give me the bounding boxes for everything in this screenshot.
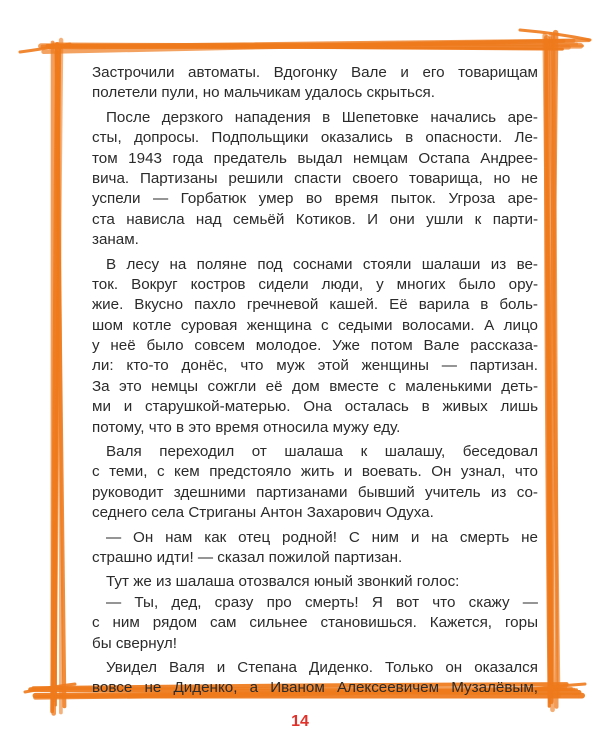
paragraph bbox=[92, 442, 538, 524]
text-line: вича. Партизаны решили спасти своего товарища, но не bbox=[92, 169, 538, 187]
text-line: ми и старушкой-матерью. Она осталась в живых лишь bbox=[92, 398, 538, 416]
text-line: жие. Вкусно пахло гречневой кашей. Её варила в боль- bbox=[92, 296, 538, 314]
text-line: ста нависла над семьёй Котиков. И они ушли к парти- bbox=[92, 210, 538, 228]
text-line: Застрочили автоматы. Вдогонку Вале и его товарищам bbox=[92, 64, 538, 81]
text-line: руководит здешними партизанами бывший учитель из со- bbox=[92, 483, 538, 501]
paragraph bbox=[92, 572, 538, 654]
text-line: бы свернул! bbox=[92, 634, 177, 652]
text-line: После дерзкого нападения в Шепетовке начались аре- bbox=[106, 108, 538, 126]
text-line: шом котле суровая женщина с седыми волосами. А лицо bbox=[92, 316, 538, 334]
text-line: Увидел Валя и Степана Диденко. Только он оказался bbox=[106, 658, 538, 676]
text-line: полетели пули, но мальчикам удалось скрыться. bbox=[92, 84, 435, 102]
paragraph bbox=[92, 528, 538, 569]
text-line: с ним рядом сам сильнее становишься. Кажется, горы bbox=[92, 614, 538, 632]
text-line: — Он нам как отец родной! С ним и на смерть не bbox=[106, 528, 538, 546]
text-line: вовсе не Диденко, а Иваном Алексеевичем Музалёвым, bbox=[92, 679, 538, 697]
text-line: потому, что в это время относила мужу еду. bbox=[92, 418, 401, 436]
text-line: За это немцы сожгли её дом вместе с маленькими деть- bbox=[92, 377, 538, 395]
text-line: занам. bbox=[92, 231, 139, 249]
text-line: с теми, с кем предстояло жить и воевать. Он узнал, что bbox=[92, 463, 538, 481]
text-line: страшно идти! — сказал пожилой партизан. bbox=[92, 548, 403, 566]
text-line: успели — Горбатюк умер во время пыток. Угроза аре- bbox=[92, 190, 538, 208]
text-line: ток. Вокруг костров сидели люди, у многих было ору- bbox=[92, 275, 538, 293]
paragraph bbox=[92, 658, 538, 699]
text-line: том 1943 года предатель выдал немцам Остапа Андрее- bbox=[92, 149, 538, 167]
story-text bbox=[92, 63, 538, 703]
paragraph bbox=[92, 255, 538, 439]
text-line: ли: кто-то донёс, что муж этой женщины — партизан. bbox=[92, 357, 538, 375]
text-line: В лесу на поляне под соснами стояли шалаши из ве- bbox=[106, 255, 538, 273]
text-line: Валя переходил от шалаша к шалашу, беседовал bbox=[106, 443, 538, 461]
text-line: — Ты, дед, сразу про смерть! Я вот что скажу — bbox=[106, 593, 538, 611]
text-line: сты, допросы. Подпольщики оказались в опасности. Ле- bbox=[92, 129, 538, 147]
paragraph bbox=[92, 63, 538, 104]
text-line: седнего села Стриганы Антон Захарович Одуха. bbox=[92, 504, 434, 522]
text-line: Тут же из шалаша отозвался юный звонкий голос: bbox=[106, 573, 460, 591]
page-number: 14 bbox=[291, 713, 309, 730]
text-line: у неё было совсем молодое. Уже потом Вале рассказа- bbox=[92, 337, 538, 355]
paragraph bbox=[92, 108, 538, 251]
